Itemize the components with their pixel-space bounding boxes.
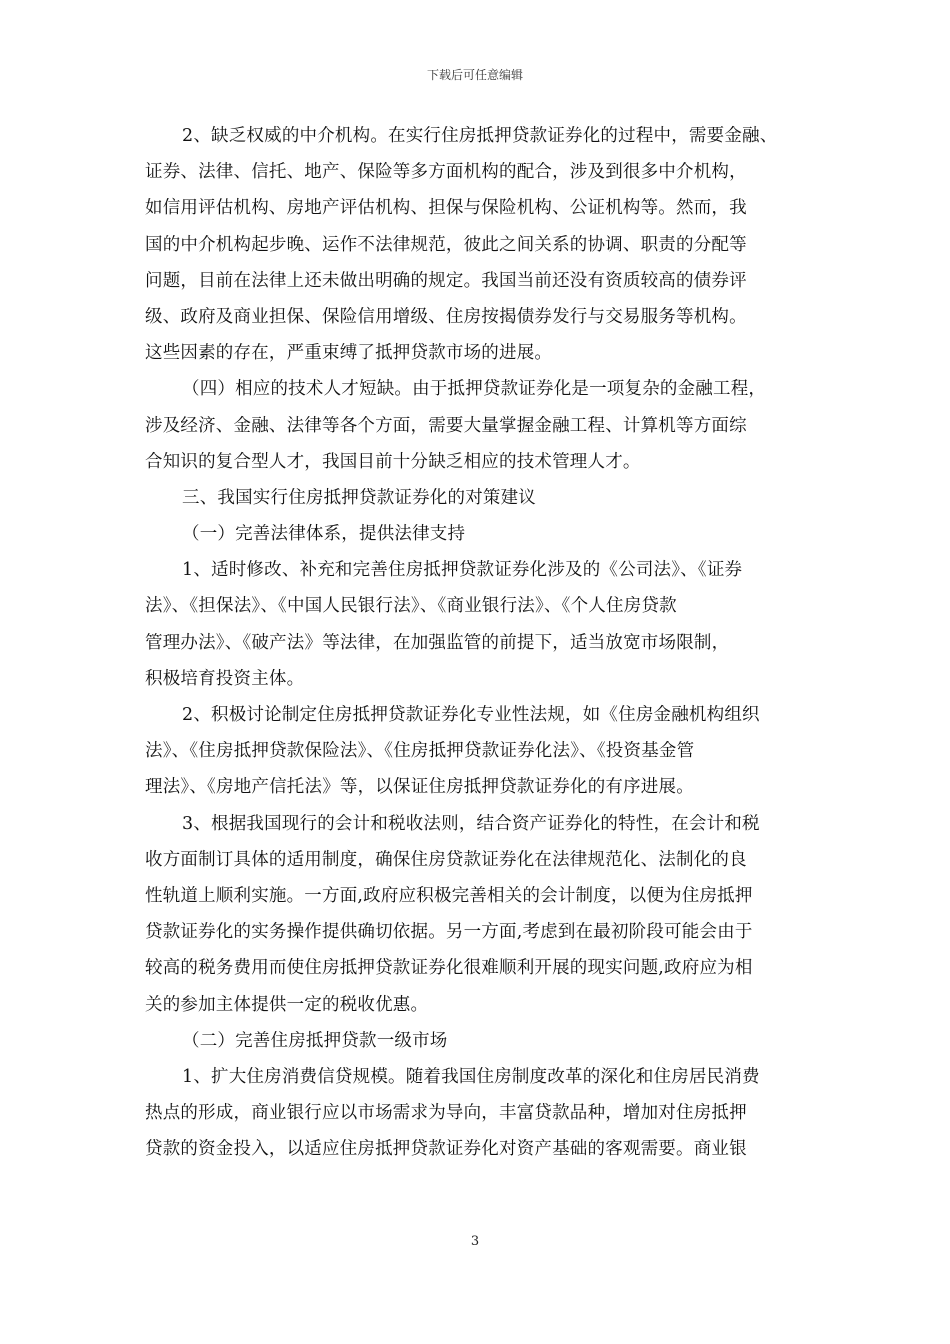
text-line: （二）完善住房抵押贷款一级市场: [182, 1030, 448, 1051]
text-line: （一）完善法律体系，提供法律支持: [182, 524, 466, 545]
document-body: [145, 118, 825, 1167]
text-line: 问题，目前在法律上还未做出明确的规定。我国当前还没有资质较高的债券评: [145, 270, 747, 291]
text-line: 国的中介机构起步晚、运作不法律规范，彼此之间关系的协调、职责的分配等: [145, 234, 747, 255]
text-line: 关的参加主体提供一定的税收优惠。: [145, 994, 429, 1015]
text-line: 如信用评估机构、房地产评估机构、担保与保险机构、公证机构等。然而，我: [145, 198, 747, 219]
text-line: 收方面制订具体的适用制度，确保住房贷款证券化在法律规范化、法制化的良: [145, 849, 747, 870]
text-line: 积极培育投资主体。: [145, 668, 305, 689]
text-line: 管理办法》、《破产法》等法律，在加强监管的前提下，适当放宽市场限制，: [145, 632, 730, 653]
text-line: 涉及经济、金融、法律等各个方面，需要大量掌握金融工程、计算机等方面综: [145, 415, 747, 436]
text-line: 证券、法律、信托、地产、保险等多方面机构的配合，涉及到很多中介机构，: [145, 162, 747, 183]
text-line: 热点的形成，商业银行应以市场需求为导向，丰富贷款品种，增加对住房抵押: [145, 1103, 747, 1124]
page-header: 下载后可任意编辑: [426, 68, 523, 82]
text-line: 较高的税务费用而使住房抵押贷款证券化很难顺利开展的现实问题,政府应为相: [145, 958, 753, 979]
text-line: 这些因素的存在，严重束缚了抵押贷款市场的进展。: [145, 343, 553, 364]
text-line: 三、我国实行住房抵押贷款证券化的对策建议: [182, 487, 536, 508]
text-line: 合知识的复合型人才，我国目前十分缺乏相应的技术管理人才。: [145, 451, 641, 472]
page-number: 3: [470, 1234, 480, 1249]
text-line: 法》、《担保法》、《中国人民银行法》、《商业银行法》、《个人住房贷款: [145, 596, 677, 617]
text-line: 1、扩大住房消费信贷规模。随着我国住房制度改革的深化和住房居民消费: [182, 1066, 760, 1087]
text-line: 法》、《住房抵押贷款保险法》、《住房抵押贷款证券化法》、《投资基金管: [145, 741, 695, 762]
text-line: 贷款的资金投入，以适应住房抵押贷款证券化对资产基础的客观需要。商业银: [145, 1139, 747, 1160]
text-line: 2、缺乏权威的中介机构。在实行住房抵押贷款证券化的过程中，需要金融、: [182, 126, 778, 146]
text-line: 3、根据我国现行的会计和税收法则，结合资产证券化的特性，在会计和税: [182, 813, 760, 834]
text-line: 性轨道上顺利实施。一方面,政府应积极完善相关的会计制度，以便为住房抵押: [145, 885, 753, 906]
text-line: 1、适时修改、补充和完善住房抵押贷款证券化涉及的《公司法》、《证券: [182, 560, 743, 581]
text-line: 级、政府及商业担保、保险信用增级、住房按揭债券发行与交易服务等机构。: [145, 306, 747, 327]
text-line: 贷款证券化的实务操作提供确切依据。另一方面,考虑到在最初阶段可能会由于: [145, 922, 753, 943]
text-line: （四）相应的技术人才短缺。由于抵押贷款证券化是一项复杂的金融工程，: [182, 379, 767, 400]
text-line: 2、积极讨论制定住房抵押贷款证券化专业性法规，如《住房金融机构组织: [182, 705, 760, 725]
text-line: 理法》、《房地产信托法》等，以保证住房抵押贷款证券化的有序进展。: [145, 777, 694, 798]
